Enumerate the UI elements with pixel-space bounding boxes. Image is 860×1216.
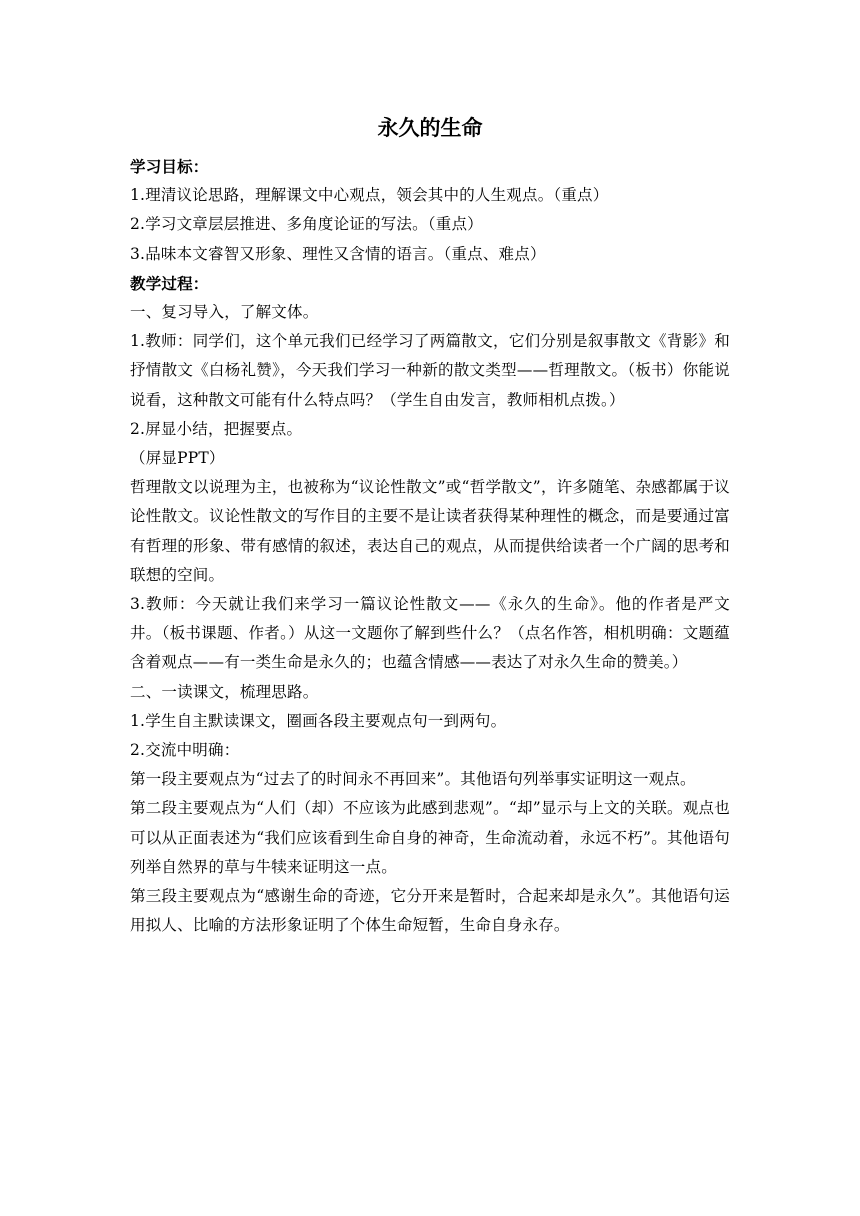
objective-item: 2.学习文章层层推进、多角度论证的写法。（重点） — [130, 215, 483, 234]
body-paragraph: 第三段主要观点为“感谢生命的奇迹，它分开来是暂时，合起来却是永久”。其他语句运用拟人、比喻的方法形象证明了个体生命短暂，生命自身永存。 — [130, 887, 730, 935]
body-paragraph: 3.教师：今天就让我们来学习一篇议论性散文——《永久的生命》。他的作者是严文井。（板书课题、作者。）从这一文题你了解到些什么？（点名作答，相机明确：文题蕴含着观点——有一类生命是永久的；也蕴含情感——表达了对永久生命的赞美。） — [130, 595, 730, 672]
step-heading: 一、复习导入，了解文体。 — [130, 303, 319, 322]
document-page — [130, 110, 730, 940]
body-paragraph: 2.交流中明确： — [130, 741, 240, 760]
body-paragraph: 第一段主要观点为“过去了的时间永不再回来”。其他语句列举事实证明这一观点。 — [130, 770, 696, 789]
body-paragraph: 2.屏显小结，把握要点。 — [130, 419, 303, 438]
body-paragraph: （屏显PPT） — [130, 449, 225, 468]
body-paragraph: 1.学生自主默读课文，圈画各段主要观点句一到两句。 — [130, 711, 507, 730]
step-heading: 二、一读课文，梳理思路。 — [130, 682, 319, 701]
objective-item: 1.理清议论思路，理解课文中心观点，领会其中的人生观点。（重点） — [130, 186, 609, 205]
body-paragraph: 哲理散文以说理为主，也被称为“议论性散文”或“哲学散文”，许多随笔、杂感都属于议论性散文。议论性散文的写作目的主要不是让读者获得某种理性的概念，而是要通过富有哲理的形象、带有感情的叙述，表达自己的观点，从而提供给读者一个广阔的思考和联想的空间。 — [130, 478, 730, 584]
section-heading-objectives: 学习目标： — [130, 157, 209, 176]
body-paragraph: 第二段主要观点为“人们（却）不应该为此感到悲观”。“却”显示与上文的关联。观点也可以从正面表述为“我们应该看到生命自身的神奇，生命流动着，永远不朽”。其他语句列举自然界的草与牛犊来证明这一点。 — [130, 799, 730, 876]
body-paragraph: 1.教师：同学们，这个单元我们已经学习了两篇散文，它们分别是叙事散文《背影》和抒情散文《白杨礼赞》，今天我们学习一种新的散文类型——哲理散文。（板书）你能说说看，这种散文可能有什么特点吗？（学生自由发言，教师相机点拨。） — [130, 332, 730, 409]
section-heading-process: 教学过程： — [130, 273, 209, 293]
objective-item: 3.品味本文睿智又形象、理性又含情的语言。（重点、难点） — [130, 244, 546, 263]
document-title: 永久的生命 — [377, 115, 483, 140]
